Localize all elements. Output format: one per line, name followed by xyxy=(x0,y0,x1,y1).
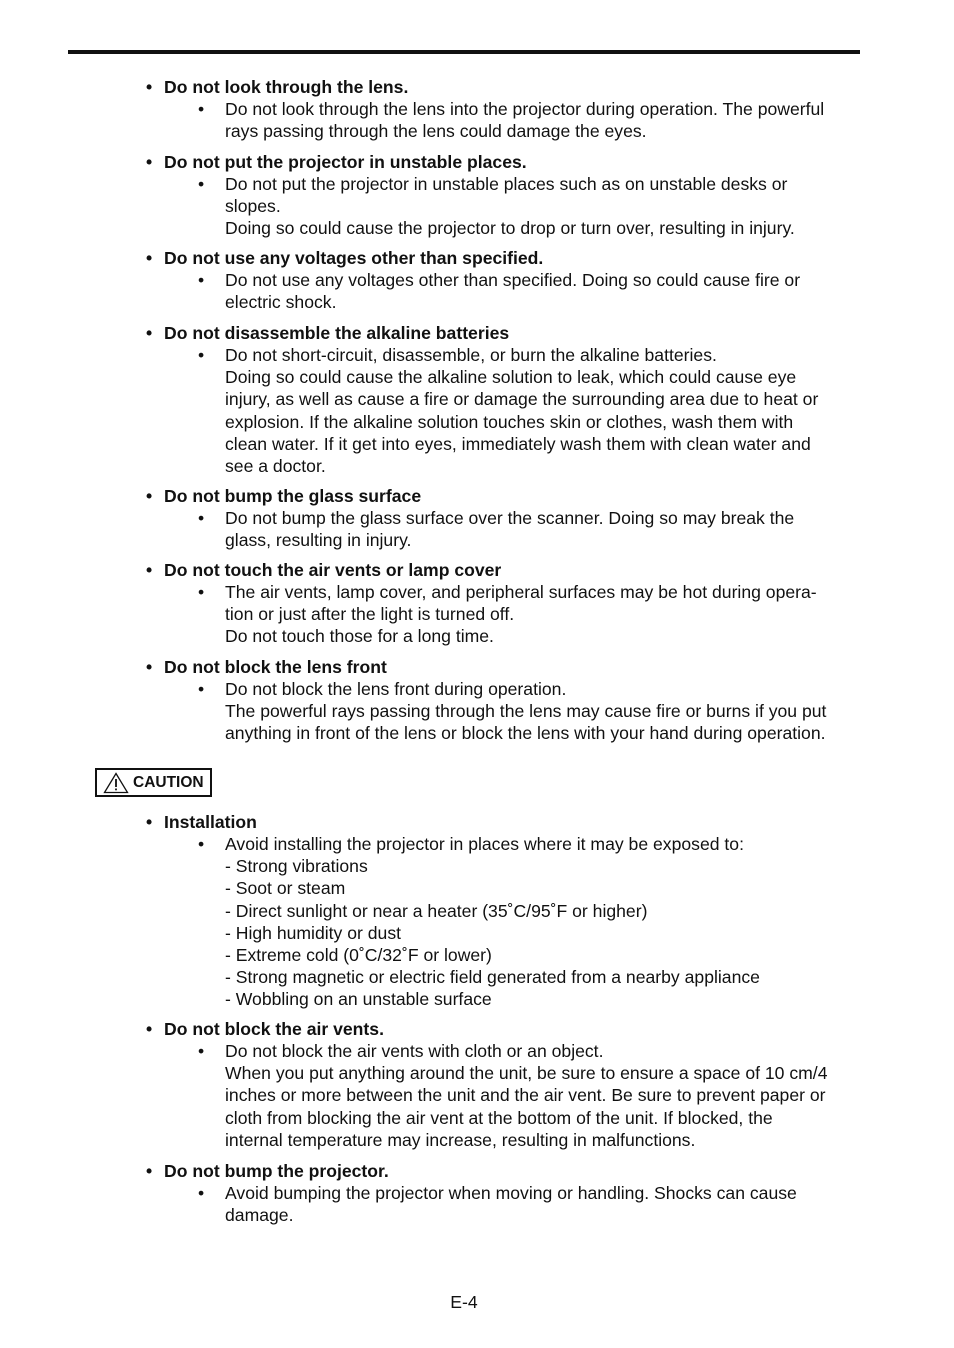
warning-triangle-icon xyxy=(103,772,129,794)
bullet-item: • Do not bump the glass surface over the scanner. Doing so may break the glass, resulting in injury. xyxy=(198,508,795,551)
section-heading: • Do not bump the projector. xyxy=(146,1161,389,1181)
warning-glass-surface xyxy=(146,485,866,551)
section-heading: • Do not use any voltages other than specified. xyxy=(146,248,544,268)
section-heading: • Do not block the lens front xyxy=(146,657,387,677)
warning-lens-front xyxy=(146,656,866,745)
top-rule xyxy=(68,50,860,54)
warning-air-vents-lamp-cover xyxy=(146,559,866,648)
warning-alkaline-batteries xyxy=(146,322,866,477)
section-heading: • Do not block the air vents. xyxy=(146,1019,384,1039)
bullet-item: • The air vents, lamp cover, and peripheral surfaces may be hot during opera- tion or just after the light is turned off. Do not touch those for a long time. xyxy=(198,582,817,647)
bullet-item: • Do not look through the lens into the projector during operation. The powerful rays passing through the lens could damage the eyes. xyxy=(198,99,825,142)
section-heading: • Installation xyxy=(146,812,257,832)
section-heading: • Do not touch the air vents or lamp cover xyxy=(146,560,502,580)
bullet-item: • Do not put the projector in unstable places such as on unstable desks or slopes. Doing so could cause the projector to drop or turn over, resulting in injury. xyxy=(198,174,795,239)
caution-air-vents xyxy=(146,1018,866,1151)
warning-voltages xyxy=(146,247,866,313)
bullet-item: • Do not short-circuit, disassemble, or burn the alkaline batteries. Doing so could cause the alkaline solution to leak, which could cause eye injury, as well as cause a fire or damage the surrounding area due to heat or explosion. If the alkaline solution touches skin or clothes, wash them with clean water. If it get into eyes, immediately wash them with clean water and see a doctor. xyxy=(198,345,819,477)
caution-bump-projector xyxy=(146,1160,866,1226)
bullet-item: • Avoid installing the projector in places where it may be exposed to: - Strong vibrations - Soot or steam - Direct sunlight or near a heater (35˚C/95˚F or higher) - High humidity or dust - Extreme cold (0˚C/32˚F or lower) - Strong magnetic or electric field generated from a nearby appliance - Wobbling on an unstable surface xyxy=(198,834,760,1010)
caution-label: CAUTION xyxy=(133,773,204,791)
section-heading: • Do not put the projector in unstable places. xyxy=(146,152,527,172)
section-heading: • Do not bump the glass surface xyxy=(146,486,422,506)
warning-look-through-lens xyxy=(146,76,866,142)
page-number: E-4 xyxy=(450,1292,478,1312)
bullet-item: • Do not block the air vents with cloth or an object. When you put anything around the unit, be sure to ensure a space of 10 cm/4 inches or more between the unit and the air vent. Be sure to prevent paper or cloth from blocking the air vent at the bottom of the unit. If blocked, the internal temperature may increase, resulting in malfunctions. xyxy=(198,1041,828,1150)
warning-unstable-places xyxy=(146,151,866,240)
section-heading: • Do not disassemble the alkaline batteries xyxy=(146,323,510,343)
bullet-item: • Do not block the lens front during operation. The powerful rays passing through the lens may cause fire or burns if you put anything in front of the lens or block the lens with your hand during operation. xyxy=(198,679,827,744)
bullet-item: • Avoid bumping the projector when moving or handling. Shocks can cause damage. xyxy=(198,1183,797,1226)
caution-label-box xyxy=(95,768,212,797)
caution-installation xyxy=(146,811,866,1011)
bullet-item: • Do not use any voltages other than specified. Doing so could cause fire or electric shock. xyxy=(198,270,801,313)
section-heading: • Do not look through the lens. xyxy=(146,77,409,97)
